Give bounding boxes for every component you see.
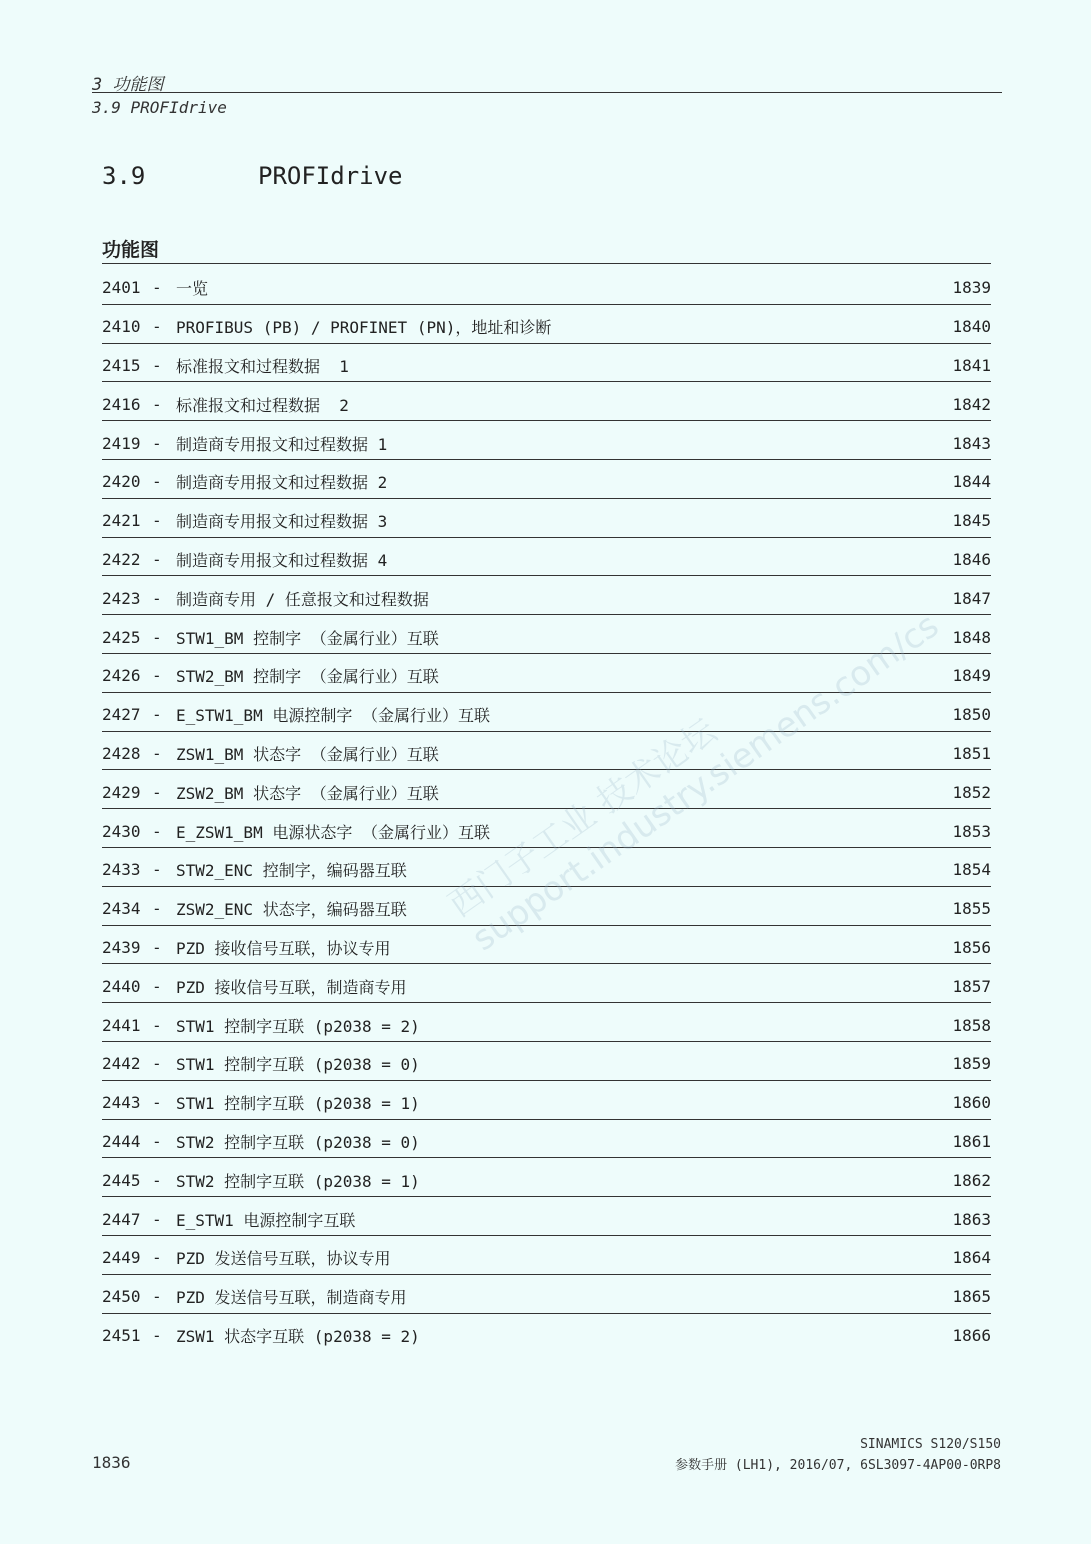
toc-separator: - [152, 1131, 162, 1151]
toc-description: PROFIBUS (PB) / PROFINET (PN)，地址和诊断 [176, 318, 552, 338]
footer-manual: 参数手册 (LH1), 2016/07, 6SL3097-4AP00-0RP8 [675, 1458, 1001, 1473]
toc-code: 2416 [102, 394, 141, 414]
toc-page: 1846 [952, 549, 991, 569]
toc-page: 1853 [952, 821, 991, 841]
toc-page: 1852 [952, 782, 991, 802]
toc-code: 2423 [102, 588, 141, 608]
toc-description: ZSW2_ENC 状态字，编码器互联 [176, 900, 407, 920]
toc-code: 2445 [102, 1170, 141, 1190]
toc-row[interactable] [102, 654, 991, 693]
toc-code: 2449 [102, 1248, 141, 1268]
header-rule [92, 92, 1002, 93]
toc-page: 1864 [952, 1248, 991, 1268]
toc-separator: - [152, 1326, 162, 1346]
toc-page: 1858 [952, 1015, 991, 1035]
toc-page: 1855 [952, 899, 991, 919]
toc-separator: - [152, 821, 162, 841]
toc-page: 1860 [952, 1093, 991, 1113]
toc-description: 制造商专用 / 任意报文和过程数据 [176, 589, 429, 609]
watermark: 西门子工业 技术论坛 support.industry.siemens.com/cs [441, 605, 947, 960]
toc-separator: - [152, 549, 162, 569]
toc-description: 制造商专用报文和过程数据 1 [176, 434, 388, 454]
toc-page: 1851 [952, 743, 991, 763]
toc-code: 2442 [102, 1054, 141, 1074]
toc-separator: - [152, 1170, 162, 1190]
toc-row[interactable] [102, 460, 991, 499]
toc-code: 2420 [102, 472, 141, 492]
toc-row[interactable] [102, 1314, 991, 1353]
toc-description: ZSW2_BM 状态字 （金属行业）互联 [176, 783, 439, 803]
toc-code: 2447 [102, 1209, 141, 1229]
toc-page: 1841 [952, 355, 991, 375]
toc-row[interactable] [102, 693, 991, 732]
header-chapter: 3 功能图 [92, 75, 164, 95]
toc-separator: - [152, 705, 162, 725]
toc-code: 2433 [102, 860, 141, 880]
subtitle: 功能图 [102, 239, 160, 261]
toc-description: E_STW1 电源控制字互联 [176, 1210, 356, 1230]
toc-page: 1850 [952, 705, 991, 725]
toc-code: 2425 [102, 627, 141, 647]
toc-description: 标准报文和过程数据 2 [176, 395, 349, 415]
toc-code: 2444 [102, 1131, 141, 1151]
toc-separator: - [152, 472, 162, 492]
toc-row[interactable] [102, 1042, 991, 1081]
toc-description: STW1 控制字互联 (p2038 = 1) [176, 1094, 420, 1114]
toc-page: 1847 [952, 588, 991, 608]
toc-description: STW1_BM 控制字 （金属行业）互联 [176, 628, 439, 648]
toc-code: 2422 [102, 549, 141, 569]
toc-separator: - [152, 278, 162, 298]
toc-row[interactable] [102, 887, 991, 926]
toc-separator: - [152, 1248, 162, 1268]
toc-row[interactable] [102, 499, 991, 538]
toc-row[interactable] [102, 1120, 991, 1159]
toc-description: ZSW1 状态字互联 (p2038 = 2) [176, 1327, 420, 1347]
toc-page: 1865 [952, 1287, 991, 1307]
toc-code: 2443 [102, 1093, 141, 1113]
toc-separator: - [152, 1093, 162, 1113]
toc-separator: - [152, 782, 162, 802]
toc-code: 2441 [102, 1015, 141, 1035]
toc-page: 1844 [952, 472, 991, 492]
toc-separator: - [152, 317, 162, 337]
page-title [102, 162, 403, 190]
toc-description: PZD 接收信号互联，协议专用 [176, 938, 391, 958]
toc-page: 1861 [952, 1131, 991, 1151]
toc-row[interactable] [102, 1081, 991, 1120]
toc-row[interactable] [102, 1003, 991, 1042]
toc-page: 1842 [952, 394, 991, 414]
toc-separator: - [152, 355, 162, 375]
toc-separator: - [152, 627, 162, 647]
footer-info [675, 1434, 1001, 1476]
toc-separator: - [152, 860, 162, 880]
toc-row[interactable] [102, 344, 991, 383]
subtitle-rule [102, 263, 991, 264]
toc-description: 一览 [176, 279, 209, 299]
toc-separator: - [152, 666, 162, 686]
toc-code: 2401 [102, 278, 141, 298]
toc-row[interactable] [102, 926, 991, 965]
toc-code: 2440 [102, 976, 141, 996]
toc-code: 2429 [102, 782, 141, 802]
toc-code: 2427 [102, 705, 141, 725]
toc-row[interactable] [102, 266, 991, 305]
toc-description: PZD 发送信号互联，制造商专用 [176, 1288, 407, 1308]
toc-separator: - [152, 976, 162, 996]
toc-code: 2450 [102, 1287, 141, 1307]
toc-row[interactable] [102, 1197, 991, 1236]
toc-code: 2439 [102, 937, 141, 957]
toc-description: 制造商专用报文和过程数据 4 [176, 550, 388, 570]
toc-code: 2419 [102, 433, 141, 453]
toc-row[interactable] [102, 1275, 991, 1314]
header-section: 3.9 PROFIdrive [92, 98, 227, 117]
toc-code: 2434 [102, 899, 141, 919]
toc-row[interactable] [102, 615, 991, 654]
toc-separator: - [152, 1209, 162, 1229]
toc-page: 1857 [952, 976, 991, 996]
toc-row[interactable] [102, 382, 991, 421]
toc-code: 2410 [102, 317, 141, 337]
toc-separator: - [152, 588, 162, 608]
toc-separator: - [152, 394, 162, 414]
toc-row[interactable] [102, 1236, 991, 1275]
toc-code: 2421 [102, 511, 141, 531]
toc-description: PZD 发送信号互联，协议专用 [176, 1249, 391, 1269]
toc-page: 1863 [952, 1209, 991, 1229]
toc-row[interactable] [102, 421, 991, 460]
toc-description: 制造商专用报文和过程数据 3 [176, 512, 388, 532]
toc-description: STW1 控制字互联 (p2038 = 0) [176, 1055, 420, 1075]
toc-row[interactable] [102, 964, 991, 1003]
toc-row[interactable] [102, 1158, 991, 1197]
toc-page: 1854 [952, 860, 991, 880]
footer-product: SINAMICS S120/S150 [860, 1437, 1001, 1452]
toc-code: 2451 [102, 1326, 141, 1346]
toc-code: 2415 [102, 355, 141, 375]
toc-page: 1840 [952, 317, 991, 337]
toc-separator: - [152, 1054, 162, 1074]
toc-row[interactable] [102, 732, 991, 771]
toc-description: PZD 接收信号互联，制造商专用 [176, 977, 407, 997]
toc-row[interactable] [102, 538, 991, 577]
toc-description: E_ZSW1_BM 电源状态字 （金属行业）互联 [176, 822, 490, 842]
toc-description: STW2_BM 控制字 （金属行业）互联 [176, 667, 439, 687]
toc-description: E_STW1_BM 电源控制字 （金属行业）互联 [176, 706, 490, 726]
toc-list [102, 266, 991, 1352]
toc-row[interactable] [102, 848, 991, 887]
toc-description: STW2_ENC 控制字，编码器互联 [176, 861, 407, 881]
toc-description: ZSW1_BM 状态字 （金属行业）互联 [176, 744, 439, 764]
toc-row[interactable] [102, 305, 991, 344]
toc-description: STW2 控制字互联 (p2038 = 0) [176, 1132, 420, 1152]
section-number: 3.9 [102, 162, 146, 190]
toc-page: 1849 [952, 666, 991, 686]
toc-separator: - [152, 511, 162, 531]
toc-separator: - [152, 433, 162, 453]
footer-page-number: 1836 [92, 1453, 131, 1472]
toc-page: 1862 [952, 1170, 991, 1190]
toc-separator: - [152, 937, 162, 957]
toc-separator: - [152, 1287, 162, 1307]
toc-code: 2428 [102, 743, 141, 763]
toc-separator: - [152, 743, 162, 763]
toc-page: 1866 [952, 1326, 991, 1346]
toc-row[interactable] [102, 576, 991, 615]
toc-description: STW1 控制字互联 (p2038 = 2) [176, 1016, 420, 1036]
toc-page: 1859 [952, 1054, 991, 1074]
section-title: PROFIdrive [258, 162, 403, 190]
toc-separator: - [152, 899, 162, 919]
toc-code: 2430 [102, 821, 141, 841]
toc-description: 制造商专用报文和过程数据 2 [176, 473, 388, 493]
toc-description: STW2 控制字互联 (p2038 = 1) [176, 1171, 420, 1191]
toc-page: 1845 [952, 511, 991, 531]
toc-row[interactable] [102, 770, 991, 809]
toc-description: 标准报文和过程数据 1 [176, 356, 349, 376]
toc-separator: - [152, 1015, 162, 1035]
toc-page: 1848 [952, 627, 991, 647]
toc-page: 1839 [952, 278, 991, 298]
toc-code: 2426 [102, 666, 141, 686]
toc-page: 1856 [952, 937, 991, 957]
toc-page: 1843 [952, 433, 991, 453]
toc-row[interactable] [102, 809, 991, 848]
